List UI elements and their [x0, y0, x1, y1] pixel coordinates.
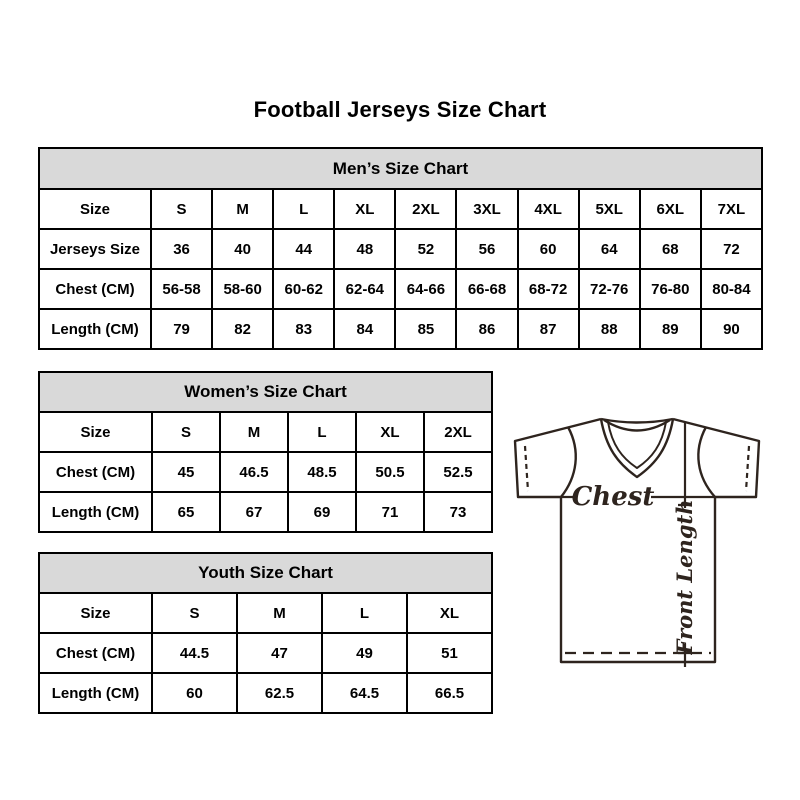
- value-cell: 56: [456, 229, 517, 269]
- youth_chart-header-row: [39, 553, 492, 593]
- chest-label: Chest: [571, 482, 655, 512]
- row-label: Length (CM): [39, 492, 152, 532]
- mens_chart-row-3: [39, 309, 762, 349]
- value-cell: 68: [640, 229, 701, 269]
- left-cuff-dashed-line: [525, 446, 528, 491]
- value-cell: S: [151, 189, 212, 229]
- mens_chart-row-1: [39, 229, 762, 269]
- value-cell: 4XL: [518, 189, 579, 229]
- value-cell: L: [322, 593, 407, 633]
- value-cell: XL: [407, 593, 492, 633]
- value-cell: 50.5: [356, 452, 424, 492]
- value-cell: 6XL: [640, 189, 701, 229]
- value-cell: 40: [212, 229, 273, 269]
- value-cell: 84: [334, 309, 395, 349]
- value-cell: 5XL: [579, 189, 640, 229]
- value-cell: 71: [356, 492, 424, 532]
- mens-size-table: [38, 147, 763, 350]
- value-cell: 45: [152, 452, 220, 492]
- value-cell: 2XL: [424, 412, 492, 452]
- value-cell: 87: [518, 309, 579, 349]
- value-cell: 48: [334, 229, 395, 269]
- front-length-label: Front Length: [672, 499, 697, 655]
- value-cell: 47: [237, 633, 322, 673]
- value-cell: 56-58: [151, 269, 212, 309]
- row-label: Chest (CM): [39, 269, 151, 309]
- value-cell: L: [288, 412, 356, 452]
- right-sleeve-seam: [698, 427, 715, 497]
- value-cell: S: [152, 412, 220, 452]
- value-cell: 67: [220, 492, 288, 532]
- value-cell: 51: [407, 633, 492, 673]
- womens_chart-row-0: [39, 412, 492, 452]
- row-label: Size: [39, 412, 152, 452]
- value-cell: 79: [151, 309, 212, 349]
- page-title: Football Jerseys Size Chart: [253, 97, 547, 122]
- value-cell: 7XL: [701, 189, 762, 229]
- jersey-outline: [515, 419, 759, 662]
- womens_chart-row-1: [39, 452, 492, 492]
- value-cell: 3XL: [456, 189, 517, 229]
- row-label: Length (CM): [39, 673, 152, 713]
- value-cell: 72-76: [579, 269, 640, 309]
- value-cell: 66-68: [456, 269, 517, 309]
- value-cell: 73: [424, 492, 492, 532]
- row-label: Chest (CM): [39, 452, 152, 492]
- womens_chart-header-row: [39, 372, 492, 412]
- value-cell: 65: [152, 492, 220, 532]
- value-cell: 46.5: [220, 452, 288, 492]
- row-label: Size: [39, 593, 152, 633]
- value-cell: M: [212, 189, 273, 229]
- youth_chart-row-2: [39, 673, 492, 713]
- value-cell: 44: [273, 229, 334, 269]
- value-cell: 89: [640, 309, 701, 349]
- value-cell: 62.5: [237, 673, 322, 713]
- value-cell: 48.5: [288, 452, 356, 492]
- womens_chart-title: Women’s Size Chart: [39, 372, 492, 412]
- row-label: Length (CM): [39, 309, 151, 349]
- value-cell: 60: [152, 673, 237, 713]
- youth_chart-row-1: [39, 633, 492, 673]
- value-cell: 66.5: [407, 673, 492, 713]
- value-cell: 64.5: [322, 673, 407, 713]
- row-label: Size: [39, 189, 151, 229]
- value-cell: 52: [395, 229, 456, 269]
- value-cell: 80-84: [701, 269, 762, 309]
- value-cell: 2XL: [395, 189, 456, 229]
- value-cell: 52.5: [424, 452, 492, 492]
- value-cell: 64-66: [395, 269, 456, 309]
- value-cell: 60-62: [273, 269, 334, 309]
- jersey-measurement-diagram: [505, 413, 767, 671]
- value-cell: 44.5: [152, 633, 237, 673]
- value-cell: M: [220, 412, 288, 452]
- youth_chart-title: Youth Size Chart: [39, 553, 492, 593]
- value-cell: 49: [322, 633, 407, 673]
- mens_chart-row-0: [39, 189, 762, 229]
- youth-size-table: [38, 552, 493, 714]
- value-cell: 76-80: [640, 269, 701, 309]
- value-cell: 83: [273, 309, 334, 349]
- value-cell: 82: [212, 309, 273, 349]
- value-cell: 62-64: [334, 269, 395, 309]
- mens_chart-header-row: [39, 148, 762, 189]
- value-cell: XL: [334, 189, 395, 229]
- value-cell: 64: [579, 229, 640, 269]
- youth_chart-row-0: [39, 593, 492, 633]
- value-cell: 69: [288, 492, 356, 532]
- value-cell: 85: [395, 309, 456, 349]
- value-cell: 72: [701, 229, 762, 269]
- womens-size-table: [38, 371, 493, 533]
- row-label: Chest (CM): [39, 633, 152, 673]
- row-label: Jerseys Size: [39, 229, 151, 269]
- right-cuff-dashed-line: [746, 446, 749, 491]
- value-cell: 58-60: [212, 269, 273, 309]
- value-cell: 68-72: [518, 269, 579, 309]
- value-cell: 36: [151, 229, 212, 269]
- mens_chart-row-2: [39, 269, 762, 309]
- value-cell: 90: [701, 309, 762, 349]
- value-cell: XL: [356, 412, 424, 452]
- value-cell: L: [273, 189, 334, 229]
- collar-inner-v: [608, 422, 666, 468]
- jersey-diagram-svg: [505, 413, 767, 671]
- value-cell: M: [237, 593, 322, 633]
- value-cell: 88: [579, 309, 640, 349]
- mens_chart-title: Men’s Size Chart: [39, 148, 762, 189]
- collar-top-arc: [601, 419, 673, 423]
- value-cell: 86: [456, 309, 517, 349]
- value-cell: S: [152, 593, 237, 633]
- womens_chart-row-2: [39, 492, 492, 532]
- value-cell: 60: [518, 229, 579, 269]
